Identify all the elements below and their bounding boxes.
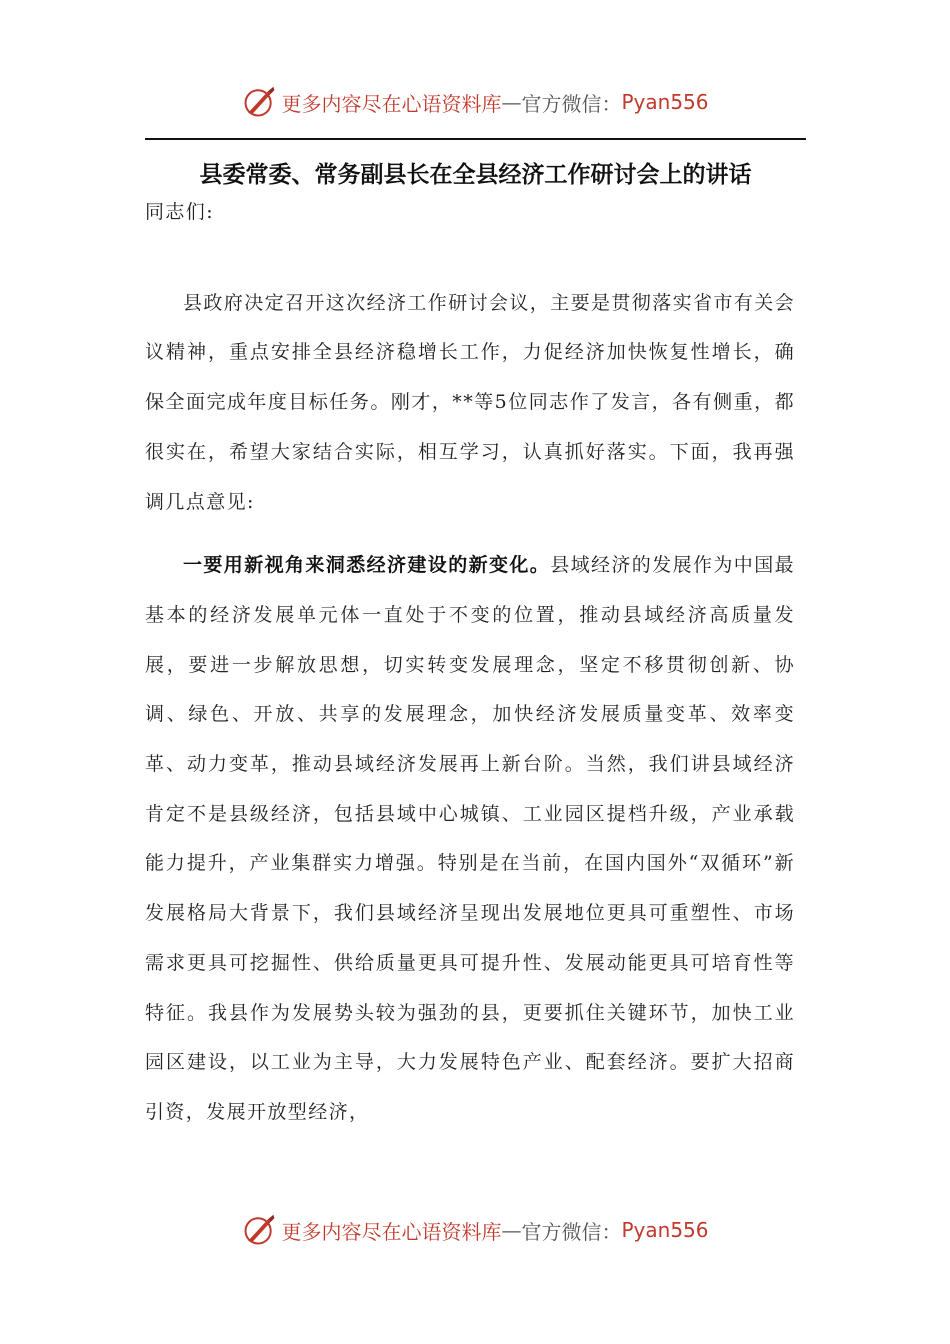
header-watermark: [0, 82, 950, 122]
watermark-wechat-id: Pyan556: [621, 90, 709, 114]
watermark-dash: —: [501, 1218, 522, 1242]
paragraph-intro: 县政府决定召开这次经济工作研讨会议，主要是贯彻落实省市有关会议精神，重点安排全县经济稳增长工作，力促经济加快恢复性增长，确保全面完成年度目标任务。刚才，**等5位同志作了发言，各有侧重，都很实在，希望大家结合实际，相互学习，认真抓好落实。下面，我再强调几点意见:: [145, 291, 796, 513]
watermark-wechat-id: Pyan556: [621, 1218, 709, 1242]
footer-watermark: [0, 1210, 950, 1250]
watermark-wechat-label: 官方微信：: [521, 1219, 622, 1244]
watermark-brand-text: 更多内容尽在心语资料库: [281, 1219, 502, 1244]
watermark-dash: —: [501, 90, 522, 114]
pen-nib-logo-icon: [241, 1212, 277, 1248]
header-divider: [145, 138, 806, 140]
pen-nib-logo-icon: [241, 84, 277, 120]
document-title: 县委常委、常务副县长在全县经济工作研讨会上的讲话: [199, 161, 752, 188]
paragraph-point-one-lead: 一要用新视角来洞悉经济建设的新变化。: [183, 554, 551, 577]
paragraph-point-one: [145, 541, 795, 1137]
salutation: 同志们:: [145, 201, 215, 223]
watermark-wechat-label: 官方微信：: [521, 91, 622, 116]
watermark-brand-text: 更多内容尽在心语资料库: [281, 91, 502, 116]
document-body: [145, 188, 795, 1138]
paragraph-point-one-body: 县域经济的发展作为中国最基本的经济发展单元体一直处于不变的位置，推动县域经济高质量发展，要进一步解放思想，切实转变发展理念，坚定不移贯彻创新、协调、绿色、开放、共享的发展理念，加快经济发展质量变革、效率变革、动力变革，推动县域经济发展再上新台阶。当然，我们讲县域经济肯定不是县级经济，包括县域中心城镇、工业园区提档升级，产业承载能力提升，产业集群实力增强。特别是在当前，在国内国外“双循环”新发展格局大背景下，我们县域经济呈现出发展地位更具可重塑性、市场需求更具可挖掘性、供给质量更具可提升性、发展动能更具可培育性等特征。我县作为发展势头较为强劲的县，更要抓住关键环节，加快工业园区建设，以工业为主导，大力发展特色产业、配套经济。要扩大招商引资，发展开放型经济，: [145, 554, 796, 1123]
